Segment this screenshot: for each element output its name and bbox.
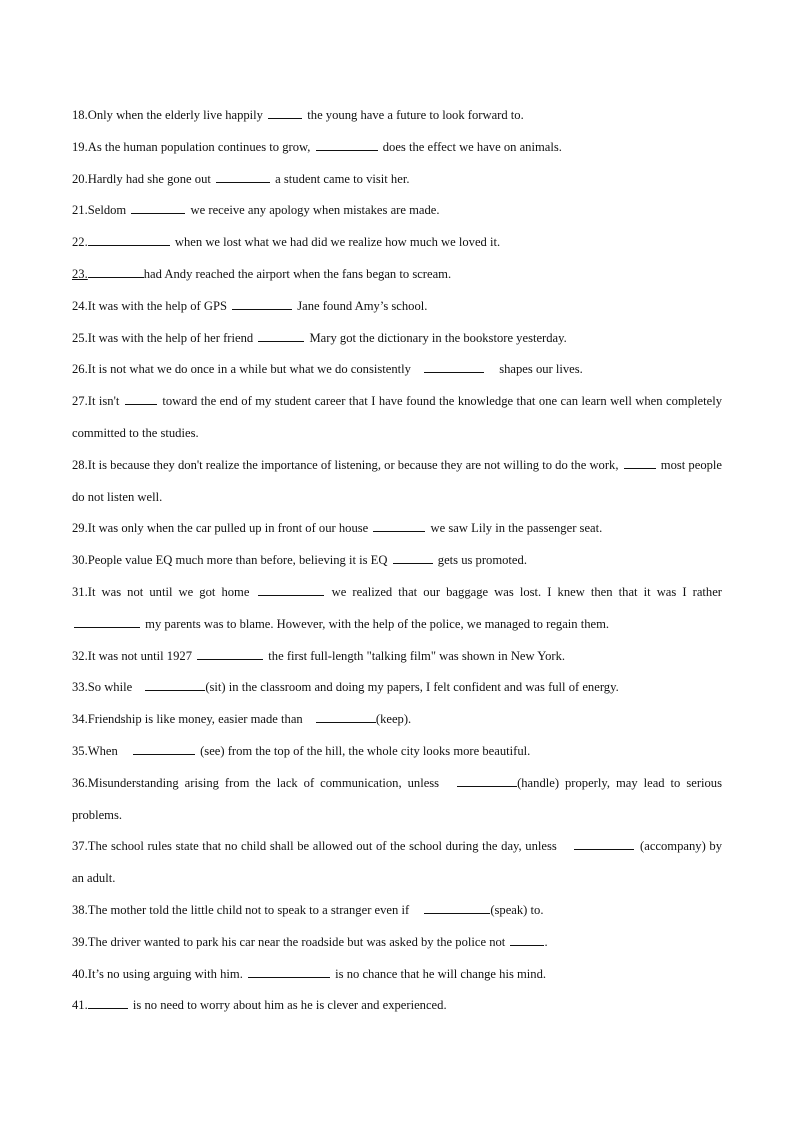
question-30: 30.People value EQ much more than before, believing it is EQ gets us promoted. — [72, 553, 527, 568]
answer-blank[interactable] — [88, 265, 144, 278]
question-31: 31.It was not until we got home we realized that our baggage was lost. I knew then that it was I rather my parents was to blame. However, with the help of the police, we managed to regain them. — [72, 584, 722, 631]
answer-blank[interactable] — [74, 615, 140, 628]
answer-blank[interactable] — [258, 583, 324, 596]
answer-blank[interactable] — [216, 170, 270, 183]
question-28: 28.It is because they don't realize the importance of listening, or because they are not willing to do the work, most people do not listen well. — [72, 457, 723, 504]
answer-blank[interactable] — [424, 360, 484, 373]
question-41: 41. is no need to worry about him as he is clever and experienced. — [72, 998, 447, 1013]
question-25: 25.It was with the help of her friend Mary got the dictionary in the bookstore yesterday. — [72, 330, 567, 345]
question-27: 27.It isn't toward the end of my student career that I have found the knowledge that one can learn well when completely committed to the studies. — [72, 394, 722, 440]
question-38: 38.The mother told the little child not to speak to a stranger even if (speak) to. — [72, 902, 544, 917]
answer-blank[interactable] — [88, 996, 128, 1009]
question-34: 34.Friendship is like money, easier made than (keep). — [72, 712, 412, 727]
question-40: 40.It’s no using arguing with him. is no chance that he will change his mind. — [72, 966, 547, 981]
answer-blank[interactable] — [424, 901, 490, 914]
answer-blank[interactable] — [88, 233, 170, 246]
answer-blank[interactable] — [457, 774, 517, 787]
answer-blank[interactable] — [373, 519, 425, 532]
answer-blank[interactable] — [232, 297, 292, 310]
question-36: 36.Misunderstanding arising from the lack of communication, unless (handle) properly, may lead to serious problems. — [72, 775, 723, 822]
answer-blank[interactable] — [510, 933, 544, 946]
question-26: 26.It is not what we do once in a while but what we do consistently shapes our lives. — [72, 362, 583, 377]
question-20: 20.Hardly had she gone out a student came to visit her. — [72, 171, 410, 186]
answer-blank[interactable] — [197, 647, 263, 660]
answer-blank[interactable] — [316, 710, 376, 723]
question-29: 29.It was only when the car pulled up in front of our house we saw Lily in the passenger seat. — [72, 521, 603, 536]
answer-blank[interactable] — [258, 329, 304, 342]
worksheet — [72, 100, 722, 1022]
answer-blank[interactable] — [131, 201, 185, 214]
question-22: 22. when we lost what we had did we realize how much we loved it. — [72, 235, 501, 250]
question-39: 39.The driver wanted to park his car near the roadside but was asked by the police not . — [72, 934, 548, 949]
answer-blank[interactable] — [145, 678, 205, 691]
answer-blank[interactable] — [624, 456, 656, 469]
question-33: 33.So while (sit) in the classroom and doing my papers, I felt confident and was full of energy. — [72, 680, 619, 695]
answer-blank[interactable] — [393, 551, 433, 564]
answer-blank[interactable] — [248, 965, 330, 978]
question-18: 18.Only when the elderly live happily the young have a future to look forward to. — [72, 108, 524, 122]
question-19: 19.As the human population continues to grow, does the effect we have on animals. — [72, 139, 562, 154]
question-24: 24.It was with the help of GPS Jane found Amy’s school. — [72, 298, 428, 313]
answer-blank[interactable] — [125, 392, 157, 405]
answer-blank[interactable] — [574, 837, 634, 850]
question-23: 23. had Andy reached the airport when the fans began to scream. — [72, 266, 452, 281]
question-37: 37.The school rules state that no child shall be allowed out of the school during the day, unless (accompany) by an adult. — [72, 839, 722, 886]
answer-blank[interactable] — [133, 742, 195, 755]
question-32: 32.It was not until 1927 the first full-length "talking film" was shown in New York. — [72, 648, 566, 663]
answer-blank[interactable] — [316, 138, 378, 151]
question-21: 21.Seldom we receive any apology when mistakes are made. — [72, 203, 440, 218]
answer-blank[interactable] — [268, 106, 302, 119]
question-35: 35.When (see) from the top of the hill, the whole city looks more beautiful. — [72, 743, 531, 758]
